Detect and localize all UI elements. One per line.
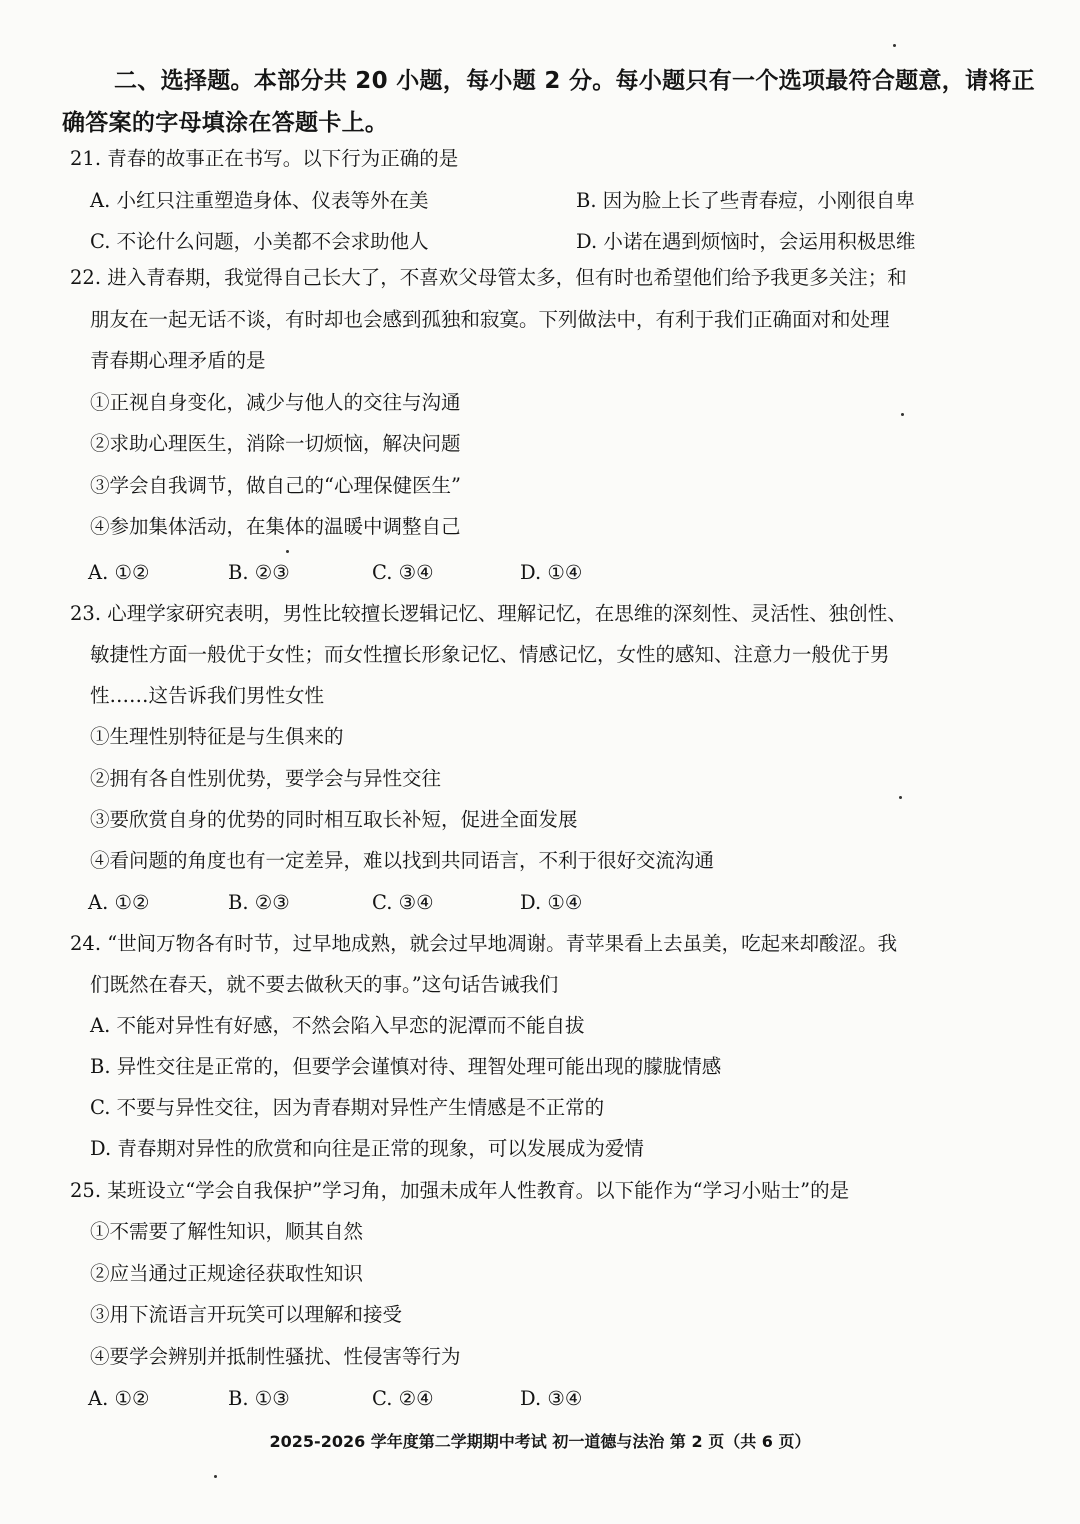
page-footer: 2025-2026 学年度第二学期期中考试 初一道德与法治 第 2 页（共 6 页） (269, 1432, 811, 1451)
q24-option-a: A. 不能对异性有好感，不然会陷入早恋的泥潭而不能自拔 (90, 1014, 585, 1037)
q21-option-b: B. 因为脸上长了些青春痘，小刚很自卑 (576, 189, 915, 212)
q23-statement-1: ①生理性别特征是与生俱来的 (90, 725, 344, 748)
question-24-stem-line-1: 24. “世间万物各有时节，过早地成熟，就会过早地凋谢。青苹果看上去虽美，吃起来却酸涩。我 (70, 932, 898, 955)
q22-choice-b: B. ②③ (228, 561, 290, 584)
q25-statement-2: ②应当通过正规途径获取性知识 (90, 1262, 364, 1285)
q22-statement-2: ②求助心理医生，消除一切烦恼，解决问题 (90, 432, 461, 455)
question-21-stem: 21. 青春的故事正在书写。以下行为正确的是 (70, 147, 459, 170)
scan-speck (893, 44, 896, 47)
q22-choice-c: C. ③④ (372, 561, 434, 584)
q25-statement-4: ④要学会辨别并抵制性骚扰、性侵害等行为 (90, 1345, 461, 1368)
q24-option-c: C. 不要与异性交往，因为青春期对异性产生情感是不正常的 (90, 1096, 605, 1119)
q24-option-d: D. 青春期对异性的欣赏和向往是正常的现象，可以发展成为爱情 (90, 1137, 644, 1160)
q22-statement-1: ①正视自身变化，减少与他人的交往与沟通 (90, 391, 461, 414)
q23-choice-b: B. ②③ (228, 891, 290, 914)
q23-statement-3: ③要欣赏自身的优势的同时相互取长补短，促进全面发展 (90, 808, 578, 831)
q22-choice-d: D. ①④ (520, 561, 583, 584)
question-23-stem-line-2: 敏捷性方面一般优于女性；而女性擅长形象记忆、情感记忆，女性的感知、注意力一般优于男 (90, 643, 890, 666)
q25-choice-c: C. ②④ (372, 1387, 434, 1410)
question-23-stem-line-1: 23. 心理学家研究表明，男性比较擅长逻辑记忆、理解记忆，在思维的深刻性、灵活性、独创性、 (70, 602, 907, 625)
q21-option-c: C. 不论什么问题，小美都不会求助他人 (90, 230, 429, 253)
q25-choice-a: A. ①② (88, 1387, 150, 1410)
q22-choice-a: A. ①② (88, 561, 150, 584)
section-heading: 二、选择题。本部分共 20 小题，每小题 2 分。每小题只有一个选项最符合题意，请将正确答案的字母填涂在答题卡上。 (62, 68, 1035, 136)
q21-option-d: D. 小诺在遇到烦恼时，会运用积极思维 (576, 230, 916, 253)
question-23-stem-line-3: 性……这告诉我们男性女性 (90, 684, 325, 707)
q25-statement-1: ①不需要了解性知识，顺其自然 (90, 1220, 364, 1243)
question-25-stem: 25. 某班设立“学会自我保护”学习角，加强未成年人性教育。以下能作为“学习小贴士”的是 (70, 1179, 850, 1202)
q25-choice-b: B. ①③ (228, 1387, 290, 1410)
scan-speck (214, 1475, 217, 1478)
q25-statement-3: ③用下流语言开玩笑可以理解和接受 (90, 1303, 403, 1326)
q22-statement-4: ④参加集体活动，在集体的温暖中调整自己 (90, 515, 461, 538)
question-22-stem-line-1: 22. 进入青春期，我觉得自己长大了，不喜欢父母管太多，但有时也希望他们给予我更多关注；和 (70, 266, 907, 289)
question-24-stem-line-2: 们既然在春天，就不要去做秋天的事。”这句话告诫我们 (90, 973, 559, 996)
scan-speck (286, 550, 289, 553)
q23-statement-4: ④看问题的角度也有一定差异，难以找到共同语言，不利于很好交流沟通 (90, 849, 715, 872)
q23-statement-2: ②拥有各自性别优势，要学会与异性交往 (90, 767, 442, 790)
q23-choice-d: D. ①④ (520, 891, 583, 914)
q23-choice-c: C. ③④ (372, 891, 434, 914)
q22-statement-3: ③学会自我调节，做自己的“心理保健医生” (90, 474, 461, 497)
scan-speck (901, 413, 904, 416)
question-22-stem-line-2: 朋友在一起无话不谈，有时却也会感到孤独和寂寞。下列做法中，有利于我们正确面对和处理 (90, 308, 890, 331)
q21-option-a: A. 小红只注重塑造身体、仪表等外在美 (90, 189, 429, 212)
question-22-stem-line-3: 青春期心理矛盾的是 (90, 349, 266, 372)
q24-option-b: B. 异性交往是正常的，但要学会谨慎对待、理智处理可能出现的朦胧情感 (90, 1055, 722, 1078)
scan-speck (899, 796, 902, 799)
q25-choice-d: D. ③④ (520, 1387, 583, 1410)
q23-choice-a: A. ①② (88, 891, 150, 914)
